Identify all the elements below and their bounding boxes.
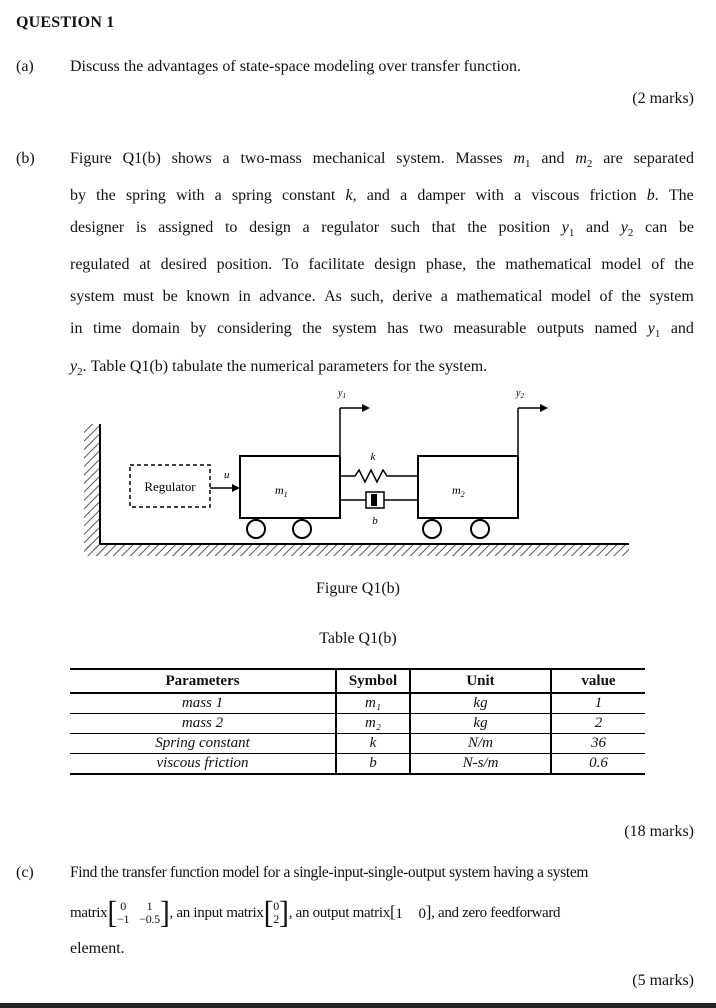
matrix-cell: 2 <box>273 912 279 926</box>
part-c-marks: (5 marks) <box>632 972 694 989</box>
cell-unit: kg <box>410 714 551 734</box>
cell-unit: N/m <box>410 734 551 754</box>
table-caption: Table Q1(b) <box>319 630 397 647</box>
input-matrix-b: [ 0 2 ] <box>263 895 289 930</box>
cell-parameter: viscous friction <box>70 754 336 775</box>
wall-hatch <box>84 424 100 550</box>
system-matrix-a: [ 0 1 −1 −0.5 ] <box>107 895 170 930</box>
matrix-cell: 0 <box>273 899 279 913</box>
table-header-row <box>70 669 645 693</box>
math-symbol: y <box>561 219 569 237</box>
ground-hatch <box>84 544 629 556</box>
cell-symbol: b <box>336 754 410 775</box>
matrix-cell: 0 <box>120 899 126 913</box>
spring-k-label: k <box>370 451 376 463</box>
part-c-label: (c) <box>16 864 34 881</box>
part-a-marks: (2 marks) <box>632 90 694 107</box>
matrix-cell: 1 <box>395 905 403 922</box>
bottom-border <box>0 1003 716 1008</box>
part-b-line: designer is assigned to design a regulator such that the position $y_1$ and $y_2$ can be <box>70 219 694 240</box>
part-b-line: in time domain by considering the system has two measurable outputs named $y_1$ and <box>70 320 694 341</box>
spring <box>340 470 418 482</box>
cell-symbol: m₂ <box>336 714 410 734</box>
part-c-line-3: element. <box>70 940 125 957</box>
y2-label: $y_2$ <box>516 388 524 400</box>
mass-2-label: $m_2$ <box>452 483 465 499</box>
feedforward-text: , and zero feedforward <box>431 904 561 921</box>
mass-1-block <box>240 456 340 518</box>
part-b-text <box>70 143 694 388</box>
matrix-cell: 1 <box>146 899 153 913</box>
two-mass-system-figure <box>70 378 650 570</box>
matrix-cell: −0.5 <box>139 912 160 926</box>
table-row <box>70 714 645 734</box>
figure-caption: Figure Q1(b) <box>316 580 400 597</box>
math-symbol: b <box>646 187 655 205</box>
cell-value: 0.6 <box>551 754 645 775</box>
math-symbol: y <box>647 320 655 338</box>
part-b-line: Figure Q1(b) shows a two-mass mechanical system. Masses $m_1$ and $m_2$ are separated <box>70 150 694 171</box>
header-unit: Unit <box>410 669 551 693</box>
y1-label: $y_1$ <box>338 388 346 400</box>
math-symbol: k <box>345 187 353 205</box>
cell-unit: N-s/m <box>410 754 551 775</box>
damper-b-label: b <box>372 515 378 527</box>
part-a-text: Discuss the advantages of state-space modeling over transfer function. <box>70 58 521 75</box>
part-b-label: (b) <box>16 150 35 167</box>
part-b-line: system must be known in advance. As such, derive a mathematical model of the system <box>70 288 694 306</box>
math-symbol: m <box>575 150 587 167</box>
matrix-word: matrix <box>70 904 108 921</box>
cell-parameter: mass 2 <box>70 714 336 734</box>
header-value: value <box>551 669 645 693</box>
cell-parameter: Spring constant <box>70 734 336 754</box>
cell-value: 2 <box>551 714 645 734</box>
cell-symbol: k <box>336 734 410 754</box>
y1-arrowhead <box>362 404 370 412</box>
table-row <box>70 754 645 775</box>
part-c-line-1: Find the transfer function model for a single-input-single-output system having a system <box>70 864 589 881</box>
cell-value: 36 <box>551 734 645 754</box>
u-label: u <box>224 469 230 481</box>
input-matrix-text: , an input matrix <box>169 904 264 921</box>
input-u-arrowhead <box>232 484 240 492</box>
question-heading: QUESTION 1 <box>16 14 115 31</box>
header-symbol: Symbol <box>336 669 410 693</box>
matrix-cell: −1 <box>117 912 130 926</box>
mass-2-wheel-right <box>471 520 489 538</box>
part-b-line: by the spring with a spring constant k, and a damper with a viscous friction b. The <box>70 187 694 205</box>
output-matrix-c: [ 1 0 ] <box>389 902 432 922</box>
damper-piston <box>371 494 377 506</box>
output-matrix-text: , an output matrix <box>288 904 390 921</box>
parameters-table-wrap <box>70 668 645 775</box>
header-parameters: Parameters <box>70 669 336 693</box>
part-a-label: (a) <box>16 58 34 75</box>
mass-2-wheel-left <box>423 520 441 538</box>
y2-arrowhead <box>540 404 548 412</box>
math-symbol: m <box>513 150 526 167</box>
part-b-marks: (18 marks) <box>624 823 694 840</box>
table-row <box>70 693 645 714</box>
mass-1-wheel-left <box>247 520 265 538</box>
mass-1-wheel-right <box>293 520 311 538</box>
math-symbol: y <box>70 357 78 375</box>
part-b-line: regulated at desired position. To facilitate design phase, the mathematical model of the <box>70 256 694 274</box>
part-c-line-2 <box>70 893 700 933</box>
cell-symbol: m₁ <box>336 693 410 714</box>
table-row <box>70 734 645 754</box>
cell-parameter: mass 1 <box>70 693 336 714</box>
mass-1-label: $m_1$ <box>275 483 288 499</box>
cell-value: 1 <box>551 693 645 714</box>
math-symbol: y <box>620 219 628 237</box>
matrix-cell: 0 <box>418 905 426 922</box>
part-b-line: $y_2$. Table Q1(b) tabulate the numerical parameters for the system. <box>70 357 488 378</box>
parameters-table <box>70 668 645 775</box>
mass-2-block <box>418 456 518 518</box>
regulator-label: Regulator <box>144 479 196 494</box>
cell-unit: kg <box>410 693 551 714</box>
